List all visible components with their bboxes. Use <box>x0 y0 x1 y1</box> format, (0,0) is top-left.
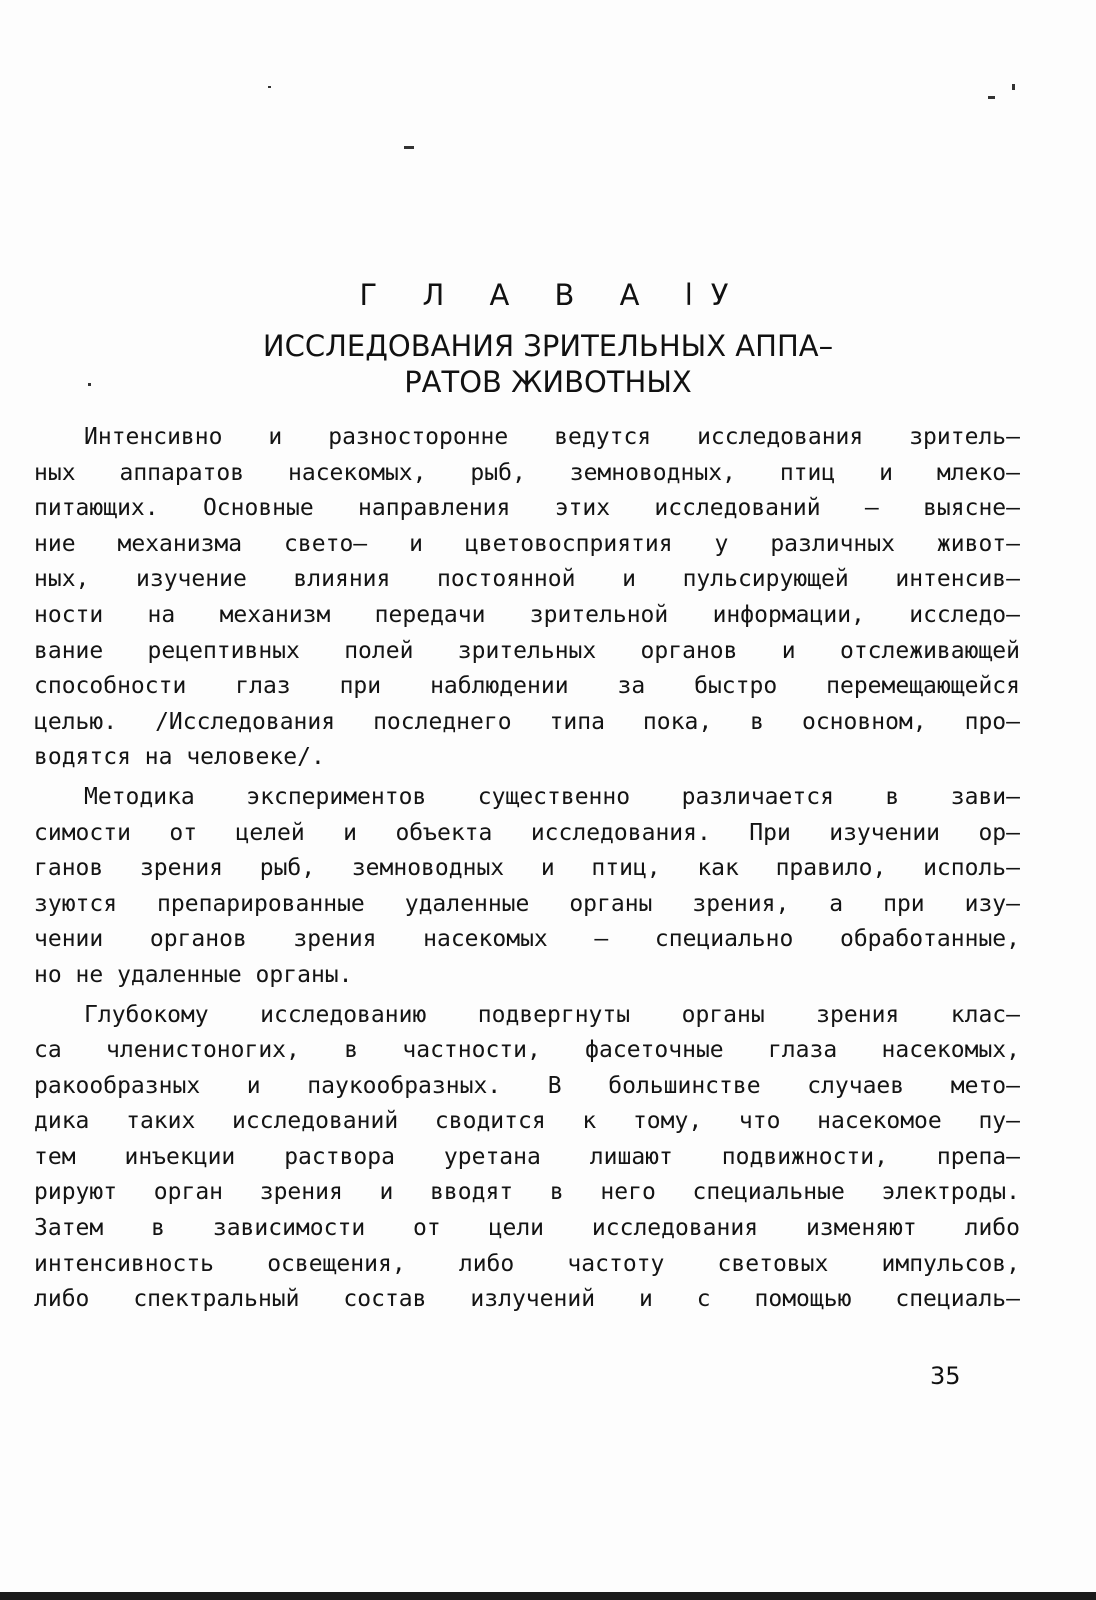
text-line: Затем в зависимости от цели исследования изменяют либо <box>34 1215 1020 1242</box>
scan-bottom-edge <box>0 1592 1096 1600</box>
scan-speck <box>988 96 995 99</box>
text-line: Интенсивно и разносторонне ведутся исследования зритель– <box>84 424 1020 450</box>
scan-speck <box>268 86 271 88</box>
body-text <box>34 420 1020 1318</box>
text-line: ракообразных и паукообразных. В большинстве случаев мето– <box>34 1072 1020 1099</box>
text-line: ных аппаратов насекомых, рыб, земноводных, птиц и млеко– <box>34 459 1020 486</box>
text-line: зуются препарированные удаленные органы зрения, а при изу– <box>34 890 1020 917</box>
chapter-title-line: РАТОВ ЖИВОТНЫХ <box>404 365 692 399</box>
text-line: ганов зрения рыб, земноводных и птиц, как правило, исполь– <box>34 855 1020 882</box>
text-line: способности глаз при наблюдении за быстро перемещающейся <box>34 673 1020 700</box>
text-line: водятся на человеке/. <box>34 744 325 771</box>
text-line: тем инъекции раствора уретана лишают подвижности, препа– <box>34 1143 1020 1170</box>
text-line: Глубокому исследованию подвергнуты органы зрения клас– <box>84 1001 1020 1028</box>
page-number: 35 <box>930 1362 961 1390</box>
text-line: вание рецептивных полей зрительных органов и отслеживающей <box>34 637 1020 664</box>
text-line: но не удаленные органы. <box>34 961 353 988</box>
paragraph <box>34 780 1020 994</box>
scan-speck <box>404 146 414 149</box>
text-line: са членистоногих, в частности, фасеточные глаза насекомых, <box>34 1037 1020 1064</box>
text-line: ние механизма свето– и цветовосприятия у различных живот– <box>34 530 1020 557</box>
text-line: интенсивность освещения, либо частоту световых импульсов, <box>34 1250 1020 1277</box>
chapter-title-line: ИССЛЕДОВАНИЯ ЗРИТЕЛЬНЫХ АППА– <box>262 329 834 363</box>
text-line: рируют орган зрения и вводят в него специальные электроды. <box>34 1179 1020 1206</box>
text-line: симости от целей и объекта исследования. При изучении ор– <box>34 819 1020 846</box>
text-line: либо спектральный состав излучений и с помощью специаль– <box>34 1286 1020 1313</box>
text-line: ности на механизм передачи зрительной информации, исследо– <box>34 601 1020 628</box>
text-line: чении органов зрения насекомых – специально обработанные, <box>34 926 1020 953</box>
text-line: дика таких исследований сводится к тому, что насекомое пу– <box>34 1108 1020 1135</box>
chapter-title <box>0 328 1096 400</box>
text-line: целью. /Исследования последнего типа пока, в основном, про– <box>34 708 1020 735</box>
scan-speck <box>1012 84 1015 90</box>
text-line: ных, изучение влияния постоянной и пульсирующей интенсив– <box>34 566 1020 593</box>
chapter-label: Г Л А В А lУ <box>359 278 747 312</box>
paragraph <box>34 420 1020 776</box>
text-line: питающих. Основные направления этих исследований – выясне– <box>34 495 1020 522</box>
paragraph <box>34 998 1020 1318</box>
text-line: Методика экспериментов существенно различается в зави– <box>84 783 1020 810</box>
